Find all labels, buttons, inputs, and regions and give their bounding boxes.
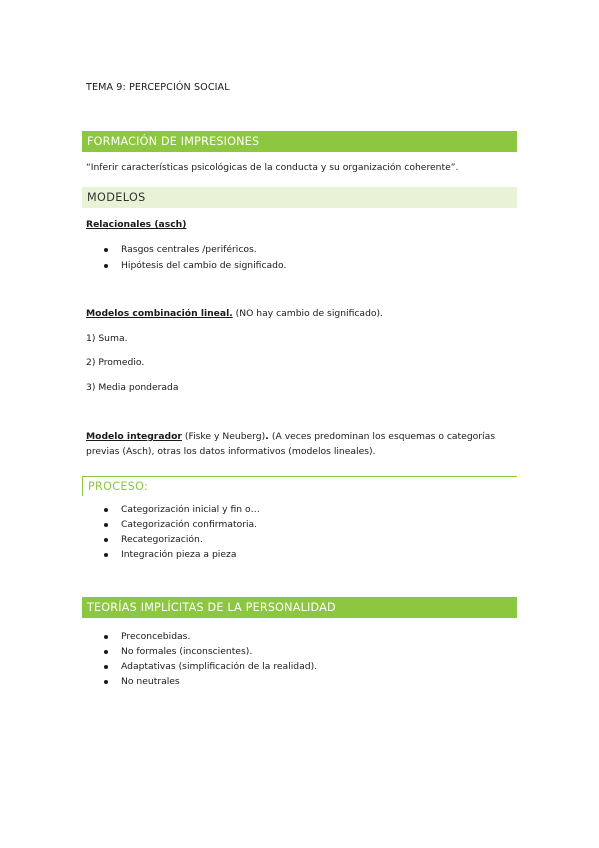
step-promedio: 2) Promedio.	[86, 357, 145, 368]
combinacion-note: (NO hay cambio de significado).	[232, 308, 384, 319]
bullet-icon	[104, 248, 108, 252]
definition-quote: “Inferir características psicológicas de la conducta y su organización coherente”.	[86, 162, 459, 173]
integrador-text-1: (A veces predominan los esquemas o categorías	[271, 431, 496, 442]
bullet-icon	[104, 553, 108, 557]
bullet-icon	[104, 665, 108, 669]
integrador-authors: (Fiske y Neuberg)	[181, 431, 266, 442]
bullet-icon	[104, 538, 108, 542]
section-heading-proceso: PROCESO:	[82, 476, 517, 496]
subheading-relacionales: Relacionales (asch)	[86, 219, 187, 230]
bullet-icon	[104, 508, 108, 512]
section-heading-teorias: TEORÍAS IMPLÍCITAS DE LA PERSONALIDAD	[82, 597, 517, 618]
section-heading-formacion: FORMACIÓN DE IMPRESIONES	[82, 131, 517, 152]
step-media-ponderada: 3) Media ponderada	[86, 382, 179, 393]
bullet-icon	[104, 650, 108, 654]
bullet-icon	[104, 635, 108, 639]
bullet-icon	[104, 264, 108, 268]
integrador-paragraph	[86, 430, 526, 444]
integrador-dot: .	[265, 431, 272, 442]
integrador-text-2: previas (Asch), otras los datos informativos (modelos lineales).	[86, 446, 376, 457]
bullet-icon	[104, 523, 108, 527]
subheading-integrador: Modelo integrador	[86, 431, 182, 442]
combinacion-line	[86, 307, 383, 321]
document-page: TEMA 9: PERCEPCIÓN SOCIAL FORMACIÓN DE IMPRESIONES “Inferir características psicológicas de la conducta y su organización coherente”. MODELOS Relacionales (asch) Rasgos centrales /periféricos. Hipótesis del cambio de significado. Modelos combinación lineal. (NO hay cambio de significado). 1) Suma. 2) Promedio. 3) Media ponderada Modelo integrador (Fiske y Neuberg). (A veces predominan los esquemas o categorías previas (Asch), otras los datos informativos (modelos lineales). PROCESO: Categorización inicial y fin o… Categorización confirmatoria. Recategorización. Integración pieza a pieza TEORÍAS IMPLÍCITAS DE LA PERSONALIDAD Preconcebidas. No formales (inconscientes). Adaptativas (simplificación de la realidad). No neutrales	[0, 0, 599, 848]
section-heading-modelos: MODELOS	[82, 187, 517, 208]
subheading-combinacion: Modelos combinación lineal.	[86, 308, 233, 319]
step-suma: 1) Suma.	[86, 333, 128, 344]
bullet-icon	[104, 680, 108, 684]
document-title: TEMA 9: PERCEPCIÓN SOCIAL	[86, 82, 230, 93]
